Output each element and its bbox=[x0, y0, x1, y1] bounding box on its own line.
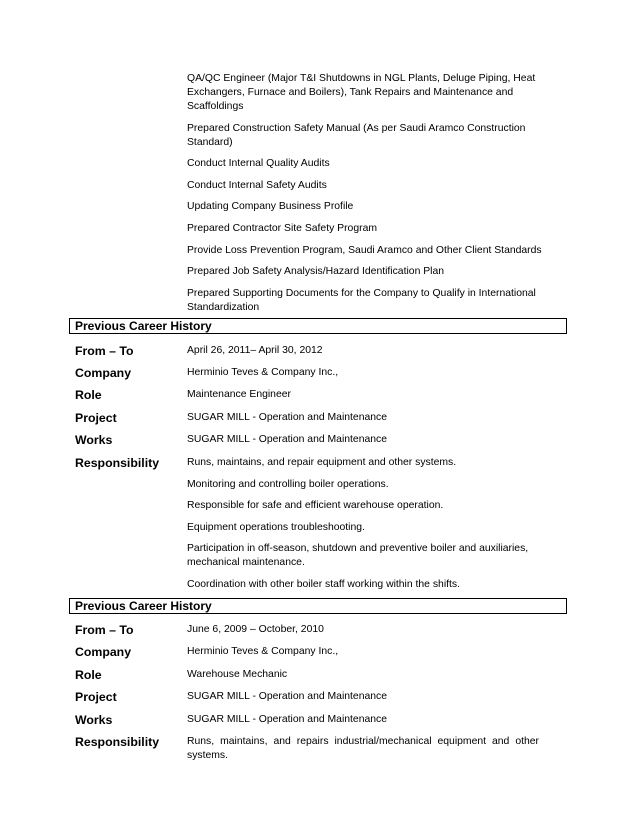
works-label: Works bbox=[75, 433, 113, 447]
responsibility-item: Monitoring and controlling boiler operations. bbox=[187, 478, 389, 490]
responsibility-label: Responsibility bbox=[75, 735, 160, 749]
duty-item: Prepared Contractor Site Safety Program bbox=[187, 222, 378, 234]
role-value: Warehouse Mechanic bbox=[187, 669, 288, 680]
company-label: Company bbox=[75, 366, 132, 380]
company-value: Herminio Teves & Company Inc., bbox=[187, 367, 339, 378]
responsibility-item: Coordination with other boiler staff working within the shifts. bbox=[187, 578, 460, 590]
responsibility-list bbox=[187, 456, 539, 600]
duty-item: Conduct Internal Quality Audits bbox=[187, 158, 330, 170]
responsibility-item: Equipment operations troubleshooting. bbox=[187, 521, 365, 533]
from-to-label: From – To bbox=[75, 623, 134, 637]
role-value: Maintenance Engineer bbox=[187, 389, 291, 400]
responsibility-label: Responsibility bbox=[75, 456, 160, 470]
duty-item: Updating Company Business Profile bbox=[187, 201, 354, 213]
role-label: Role bbox=[75, 388, 102, 402]
responsibility-list bbox=[187, 735, 539, 771]
company-value: Herminio Teves & Company Inc., bbox=[187, 646, 339, 657]
responsibility-item: Runs, maintains, and repair equipment and other systems. bbox=[187, 457, 457, 468]
works-value: SUGAR MILL - Operation and Maintenance bbox=[187, 714, 388, 725]
responsibility-item: Participation in off-season, shutdown and preventive boiler and auxiliaries, mechanical maintenance. bbox=[187, 543, 529, 569]
duty-item: QA/QC Engineer (Major T&I Shutdowns in NGL Plants, Deluge Piping, Heat Exchangers, Furnace and Boilers), Tank Repairs and Maintenance and Scaffoldings bbox=[187, 73, 536, 112]
responsibility-item: Runs, maintains, and repairs industrial/mechanical equipment and other systems. bbox=[187, 736, 539, 761]
duty-item: Provide Loss Prevention Program, Saudi Aramco and Other Client Standards bbox=[187, 244, 542, 256]
from-to-value: April 26, 2011– April 30, 2012 bbox=[187, 345, 323, 356]
project-label: Project bbox=[75, 690, 117, 704]
duties-list bbox=[187, 72, 557, 322]
section-header-career-2: Previous Career History bbox=[69, 598, 567, 614]
company-label: Company bbox=[75, 645, 132, 659]
duty-item: Conduct Internal Safety Audits bbox=[187, 179, 327, 191]
role-label: Role bbox=[75, 668, 102, 682]
from-to-label: From – To bbox=[75, 344, 134, 358]
duty-item: Prepared Construction Safety Manual (As per Saudi Aramco Construction Standard) bbox=[187, 122, 526, 148]
section-header-career-1: Previous Career History bbox=[69, 318, 567, 334]
responsibility-item: Responsible for safe and efficient warehouse operation. bbox=[187, 500, 444, 512]
duty-item: Prepared Supporting Documents for the Company to Qualify in International Standardization bbox=[187, 287, 536, 313]
works-value: SUGAR MILL - Operation and Maintenance bbox=[187, 434, 388, 445]
project-label: Project bbox=[75, 411, 117, 425]
duty-item: Prepared Job Safety Analysis/Hazard Identification Plan bbox=[187, 266, 445, 278]
from-to-value: June 6, 2009 – October, 2010 bbox=[187, 624, 324, 635]
works-label: Works bbox=[75, 713, 113, 727]
project-value: SUGAR MILL - Operation and Maintenance bbox=[187, 412, 388, 423]
project-value: SUGAR MILL - Operation and Maintenance bbox=[187, 691, 388, 702]
